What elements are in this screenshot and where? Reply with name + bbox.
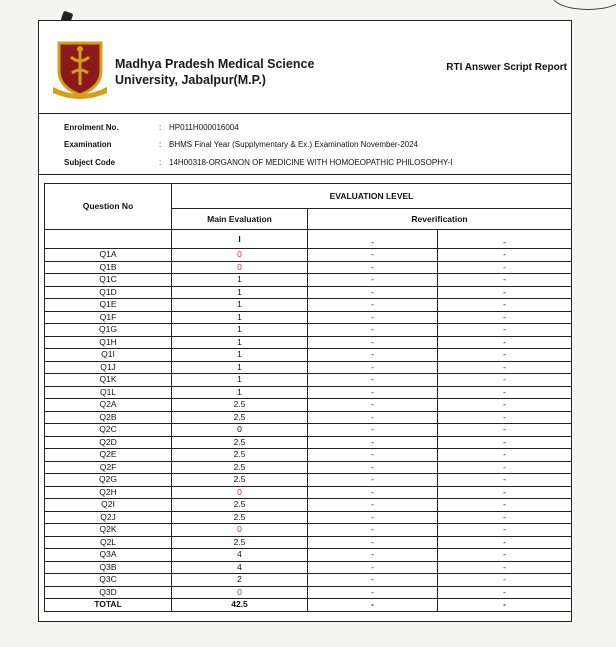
reverification-cell: - bbox=[438, 586, 572, 599]
table-row bbox=[45, 386, 572, 399]
main-mark-cell: 0 bbox=[172, 424, 308, 437]
main-mark-cell: 1 bbox=[172, 386, 308, 399]
reverification-cell: - bbox=[438, 299, 572, 312]
reverification-cell: - bbox=[308, 374, 438, 387]
main-mark-cell: 1 bbox=[172, 349, 308, 362]
main-mark-cell: 1 bbox=[172, 324, 308, 337]
reverification-cell: - bbox=[438, 449, 572, 462]
examination-row bbox=[64, 140, 418, 149]
reverification-cell: - bbox=[308, 274, 438, 287]
table-row bbox=[45, 461, 572, 474]
reverification-cell: - bbox=[308, 511, 438, 524]
reverification-cell: - bbox=[308, 499, 438, 512]
reverification-cell: - bbox=[308, 561, 438, 574]
main-subheader: I bbox=[172, 230, 308, 249]
main-mark-cell: 0 bbox=[172, 261, 308, 274]
table-row bbox=[45, 536, 572, 549]
report-title: RTI Answer Script Report bbox=[446, 62, 567, 73]
reverification-cell: - bbox=[438, 399, 572, 412]
marks-rows bbox=[45, 249, 572, 612]
university-name bbox=[115, 56, 314, 88]
question-cell: Q3B bbox=[45, 561, 172, 574]
question-cell: Q1H bbox=[45, 336, 172, 349]
reverification-cell: - bbox=[438, 374, 572, 387]
main-mark-cell: 2.5 bbox=[172, 499, 308, 512]
question-cell: Q2B bbox=[45, 411, 172, 424]
reverification-cell: - bbox=[308, 261, 438, 274]
reverification-cell: - bbox=[308, 249, 438, 262]
reverification-cell: - bbox=[308, 549, 438, 562]
blank-cell bbox=[45, 230, 172, 249]
reverification-cell: - bbox=[308, 349, 438, 362]
table-row bbox=[45, 449, 572, 462]
question-cell: Q3C bbox=[45, 574, 172, 587]
question-cell: Q2C bbox=[45, 424, 172, 437]
total-label: TOTAL bbox=[45, 599, 172, 612]
question-cell: Q1E bbox=[45, 299, 172, 312]
enrolment-row bbox=[64, 123, 239, 132]
table-row bbox=[45, 411, 572, 424]
reverification-cell: - bbox=[308, 411, 438, 424]
reverification-cell: - bbox=[308, 574, 438, 587]
colon: : bbox=[159, 158, 162, 167]
main-mark-cell: 2.5 bbox=[172, 461, 308, 474]
reverification-cell: - bbox=[308, 536, 438, 549]
reverification-cell: - bbox=[438, 386, 572, 399]
table-row bbox=[45, 561, 572, 574]
rev2-subheader: - bbox=[438, 230, 572, 249]
table-row bbox=[45, 336, 572, 349]
question-cell: Q2J bbox=[45, 511, 172, 524]
question-cell: Q2F bbox=[45, 461, 172, 474]
table-row bbox=[45, 524, 572, 537]
question-cell: Q1J bbox=[45, 361, 172, 374]
evaluation-level-header: EVALUATION LEVEL bbox=[172, 184, 572, 209]
reverification-cell: - bbox=[308, 449, 438, 462]
total-rev1: - bbox=[308, 599, 438, 612]
report-header bbox=[39, 21, 571, 114]
main-mark-cell: 0 bbox=[172, 586, 308, 599]
reverification-cell: - bbox=[308, 474, 438, 487]
question-cell: Q1B bbox=[45, 261, 172, 274]
reverification-cell: - bbox=[438, 574, 572, 587]
reverification-cell: - bbox=[308, 436, 438, 449]
main-mark-cell: 4 bbox=[172, 561, 308, 574]
question-cell: Q2D bbox=[45, 436, 172, 449]
main-mark-cell: 2.5 bbox=[172, 449, 308, 462]
reverification-cell: - bbox=[308, 586, 438, 599]
table-row bbox=[45, 374, 572, 387]
question-cell: Q2E bbox=[45, 449, 172, 462]
main-mark-cell: 4 bbox=[172, 549, 308, 562]
table-row bbox=[45, 511, 572, 524]
reverification-cell: - bbox=[308, 486, 438, 499]
colon: : bbox=[159, 140, 162, 149]
reverification-cell: - bbox=[308, 336, 438, 349]
reverification-cell: - bbox=[308, 311, 438, 324]
table-row bbox=[45, 274, 572, 287]
table-row bbox=[45, 261, 572, 274]
main-mark-cell: 2.5 bbox=[172, 536, 308, 549]
reverification-cell: - bbox=[308, 361, 438, 374]
table-row bbox=[45, 424, 572, 437]
table-row bbox=[45, 586, 572, 599]
table-row bbox=[45, 311, 572, 324]
reverification-cell: - bbox=[438, 499, 572, 512]
question-cell: Q2H bbox=[45, 486, 172, 499]
examination-value: BHMS Final Year (Supplymentary & Ex.) Examination November-2024 bbox=[169, 140, 418, 149]
reverification-cell: - bbox=[308, 461, 438, 474]
reverification-cell: - bbox=[308, 299, 438, 312]
reverification-header: Reverification bbox=[308, 209, 572, 230]
main-mark-cell: 1 bbox=[172, 374, 308, 387]
table-row bbox=[45, 324, 572, 337]
table-row bbox=[45, 499, 572, 512]
reverification-cell: - bbox=[438, 249, 572, 262]
reverification-cell: - bbox=[308, 386, 438, 399]
subject-value: 14H00318-ORGANON OF MEDICINE WITH HOMOEOPATHIC PHILOSOPHY-I bbox=[169, 158, 453, 167]
question-cell: Q1F bbox=[45, 311, 172, 324]
reverification-cell: - bbox=[438, 286, 572, 299]
university-name-line2: University, Jabalpur(M.P.) bbox=[115, 73, 266, 87]
reverification-cell: - bbox=[308, 424, 438, 437]
reverification-cell: - bbox=[308, 399, 438, 412]
rev1-subheader: - bbox=[308, 230, 438, 249]
reverification-cell: - bbox=[438, 474, 572, 487]
table-row bbox=[45, 349, 572, 362]
reverification-cell: - bbox=[438, 261, 572, 274]
question-cell: Q1C bbox=[45, 274, 172, 287]
question-cell: Q2G bbox=[45, 474, 172, 487]
reverification-cell: - bbox=[438, 536, 572, 549]
question-cell: Q2I bbox=[45, 499, 172, 512]
reverification-cell: - bbox=[308, 524, 438, 537]
reverification-cell: - bbox=[438, 561, 572, 574]
question-no-header: Question No bbox=[45, 184, 172, 230]
question-cell: Q1K bbox=[45, 374, 172, 387]
table-row bbox=[45, 549, 572, 562]
main-evaluation-header: Main Evaluation bbox=[172, 209, 308, 230]
table-row bbox=[45, 361, 572, 374]
table-row bbox=[45, 486, 572, 499]
student-info bbox=[39, 114, 571, 175]
university-name-line1: Madhya Pradesh Medical Science bbox=[115, 57, 315, 71]
reverification-cell: - bbox=[438, 524, 572, 537]
reverification-cell: - bbox=[438, 311, 572, 324]
question-cell: Q1A bbox=[45, 249, 172, 262]
total-row bbox=[45, 599, 572, 612]
question-cell: Q2K bbox=[45, 524, 172, 537]
reverification-cell: - bbox=[438, 461, 572, 474]
reverification-cell: - bbox=[308, 286, 438, 299]
main-mark-cell: 1 bbox=[172, 311, 308, 324]
table-row bbox=[45, 436, 572, 449]
reverification-cell: - bbox=[438, 486, 572, 499]
main-mark-cell: 2 bbox=[172, 574, 308, 587]
report-page bbox=[38, 20, 572, 622]
question-cell: Q1D bbox=[45, 286, 172, 299]
reverification-cell: - bbox=[438, 436, 572, 449]
enrolment-label: Enrolment No. bbox=[64, 123, 119, 132]
main-mark-cell: 2.5 bbox=[172, 511, 308, 524]
main-mark-cell: 0 bbox=[172, 486, 308, 499]
reverification-cell: - bbox=[438, 424, 572, 437]
pen-mark bbox=[552, 0, 616, 10]
question-cell: Q3A bbox=[45, 549, 172, 562]
question-cell: Q1I bbox=[45, 349, 172, 362]
main-mark-cell: 0 bbox=[172, 249, 308, 262]
main-mark-cell: 1 bbox=[172, 299, 308, 312]
table-row bbox=[45, 574, 572, 587]
university-logo-icon bbox=[51, 37, 109, 99]
main-mark-cell: 2.5 bbox=[172, 399, 308, 412]
enrolment-value: HP011H000016004 bbox=[169, 123, 239, 132]
total-rev2: - bbox=[438, 599, 572, 612]
question-cell: Q2A bbox=[45, 399, 172, 412]
main-mark-cell: 1 bbox=[172, 274, 308, 287]
main-mark-cell: 2.5 bbox=[172, 411, 308, 424]
table-row bbox=[45, 399, 572, 412]
subject-label: Subject Code bbox=[64, 158, 116, 167]
reverification-cell: - bbox=[308, 324, 438, 337]
table-row bbox=[45, 474, 572, 487]
subject-row bbox=[64, 158, 452, 167]
examination-label: Examination bbox=[64, 140, 112, 149]
reverification-cell: - bbox=[438, 361, 572, 374]
main-mark-cell: 0 bbox=[172, 524, 308, 537]
total-main: 42.5 bbox=[172, 599, 308, 612]
main-mark-cell: 1 bbox=[172, 286, 308, 299]
table-row bbox=[45, 299, 572, 312]
reverification-cell: - bbox=[438, 349, 572, 362]
table-row bbox=[45, 249, 572, 262]
reverification-cell: - bbox=[438, 324, 572, 337]
main-mark-cell: 1 bbox=[172, 361, 308, 374]
reverification-cell: - bbox=[438, 274, 572, 287]
main-mark-cell: 2.5 bbox=[172, 436, 308, 449]
question-cell: Q1L bbox=[45, 386, 172, 399]
marks-table bbox=[44, 183, 572, 612]
question-cell: Q3D bbox=[45, 586, 172, 599]
reverification-cell: - bbox=[438, 411, 572, 424]
reverification-cell: - bbox=[438, 336, 572, 349]
question-cell: Q2L bbox=[45, 536, 172, 549]
reverification-cell: - bbox=[438, 511, 572, 524]
main-mark-cell: 1 bbox=[172, 336, 308, 349]
question-cell: Q1G bbox=[45, 324, 172, 337]
reverification-cell: - bbox=[438, 549, 572, 562]
table-row bbox=[45, 286, 572, 299]
main-mark-cell: 2.5 bbox=[172, 474, 308, 487]
colon: : bbox=[159, 123, 162, 132]
